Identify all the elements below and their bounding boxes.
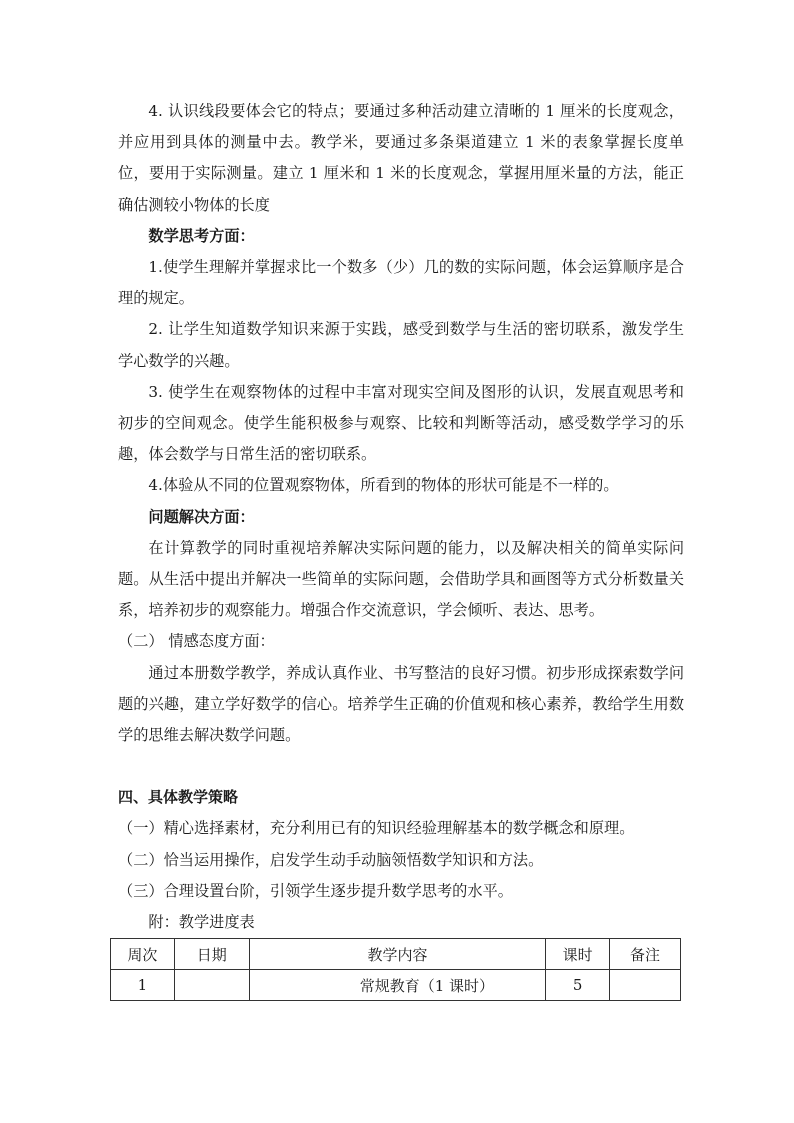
strategy-item-2: （二）恰当运用操作，启发学生动手动脑领悟数学知识和方法。 [118,850,544,869]
header-notes: 备注 [610,939,681,970]
cell-hours: 5 [546,970,610,1001]
heading-emotion-attitude: （二） 情感态度方面： [118,632,275,651]
table-row [111,970,681,1001]
table-caption: 附：教学进度表 [148,913,255,932]
section-title-teaching-strategy: 四、具体教学策略 [118,788,239,807]
paragraph-math-thinking-3: 3. 使学生在观察物体的过程中丰富对现实空间及图形的认识，发展直观思考和初步的空间观念。使学生能积极参与观察、比较和判断等活动，感受数学学习的乐趣，体会数学与日常生活的密切联系。 [118,382,684,464]
heading-problem-solving: 问题解决方面： [148,507,255,526]
teaching-schedule-table [110,938,681,1001]
header-date: 日期 [174,939,249,970]
cell-date [174,970,249,1001]
header-week: 周次 [111,939,175,970]
heading-math-thinking: 数学思考方面： [148,226,255,245]
strategy-item-3: （三）合理设置台阶，引领学生逐步提升数学思考的水平。 [118,881,513,900]
spacer [118,751,684,782]
cell-week: 1 [111,970,175,1001]
paragraph-math-thinking-2: 2. 让学生知道数学知识来源于实践，感受到数学与生活的密切联系，激发学生学心数学的兴趣。 [118,320,684,370]
cell-notes [610,970,681,1001]
strategy-item-1: （一）精心选择素材，充分利用已有的知识经验理解基本的数学概念和原理。 [118,819,635,838]
paragraph-math-thinking-1: 1.使学生理解并掌握求比一个数多（少）几的数的实际问题，体会运算顺序是合理的规定。 [118,258,684,308]
paragraph-line-segment: 4. 认识线段要体会它的特点；要通过多种活动建立清晰的 1 厘米的长度观念，并应用到具体的测量中去。教学米，要通过多条渠道建立 1 米的表象掌握长度单位，要用于实际测量。建立 1 厘米和 1 米的长度观念，掌握用厘米量的方法，能正确估测较小物体的长度 [118,102,684,214]
paragraph-emotion-attitude: 通过本册数学教学，养成认真作业、书写整洁的良好习惯。初步形成探索数学问题的兴趣，建立学好数学的信心。培养学生正确的价值观和核心素养，教给学生用数学的思维去解决数学问题。 [118,663,684,745]
table-header-row [111,939,681,970]
header-content: 教学内容 [249,939,546,970]
paragraph-problem-solving: 在计算教学的同时重视培养解决实际问题的能力，以及解决相关的简单实际问题。从生活中提出并解决一些简单的实际问题，会借助学具和画图等方式分析数量关系，培养初步的观察能力。增强合作交流意识，学会倾听、表达、思考。 [118,538,684,620]
cell-content: 常规教育（1 课时） [249,970,546,1001]
header-hours: 课时 [546,939,610,970]
paragraph-math-thinking-4: 4.体验从不同的位置观察物体，所看到的物体的形状可能是不一样的。 [148,476,619,495]
document-body [118,96,684,938]
